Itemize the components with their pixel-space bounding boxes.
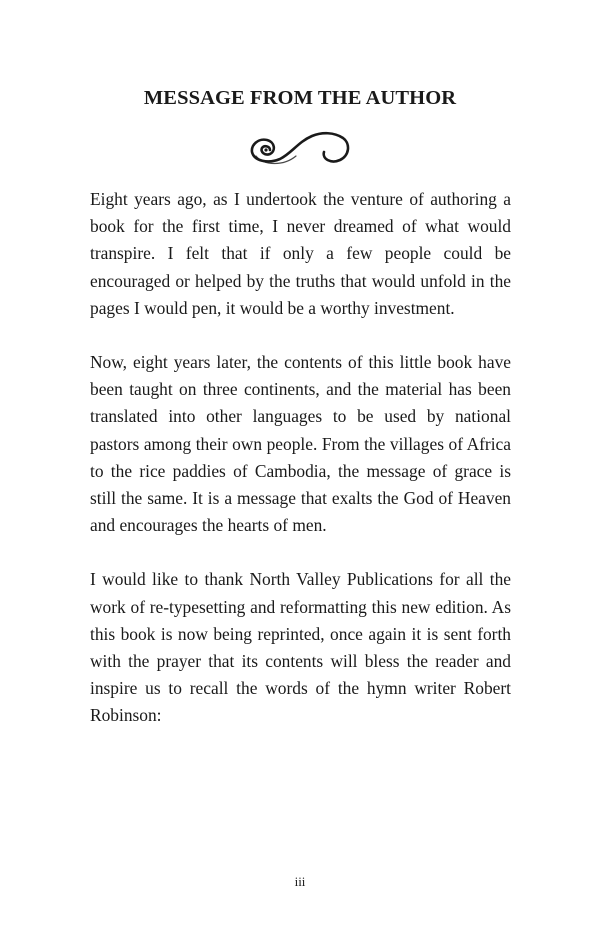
page-title: MESSAGE FROM THE AUTHOR (143, 87, 457, 109)
paragraph-3: I would like to thank North Valley Publications for all the work of re-typesetting and reformatting this new edition. As this book is now being reprinted, once again it is sent forth with the prayer that its contents will bless the reader and inspire us to recall the words of the hymn writer Robert Robinson: (90, 569, 511, 726)
paragraph-2: Now, eight years later, the contents of this little book have been taught on three continents, and the material has been translated into other languages to be used by national pastors among their own people. From the villages of Africa to the rice paddies of Cambodia, the message of grace is still the same. It is a message that exalts the God of Heaven and encourages the hearts of men. (90, 352, 511, 536)
paragraph-1: Eight years ago, as I undertook the venture of authoring a book for the first time, I never dreamed of what would transpire. I felt that if only a few people could be encouraged or helped by the truths that would unfold in the pages I would pen, it would be a worthy investment. (90, 189, 511, 318)
swirl-flourish-icon (248, 126, 354, 168)
page-number: iii (294, 874, 306, 889)
message-body (90, 186, 511, 757)
